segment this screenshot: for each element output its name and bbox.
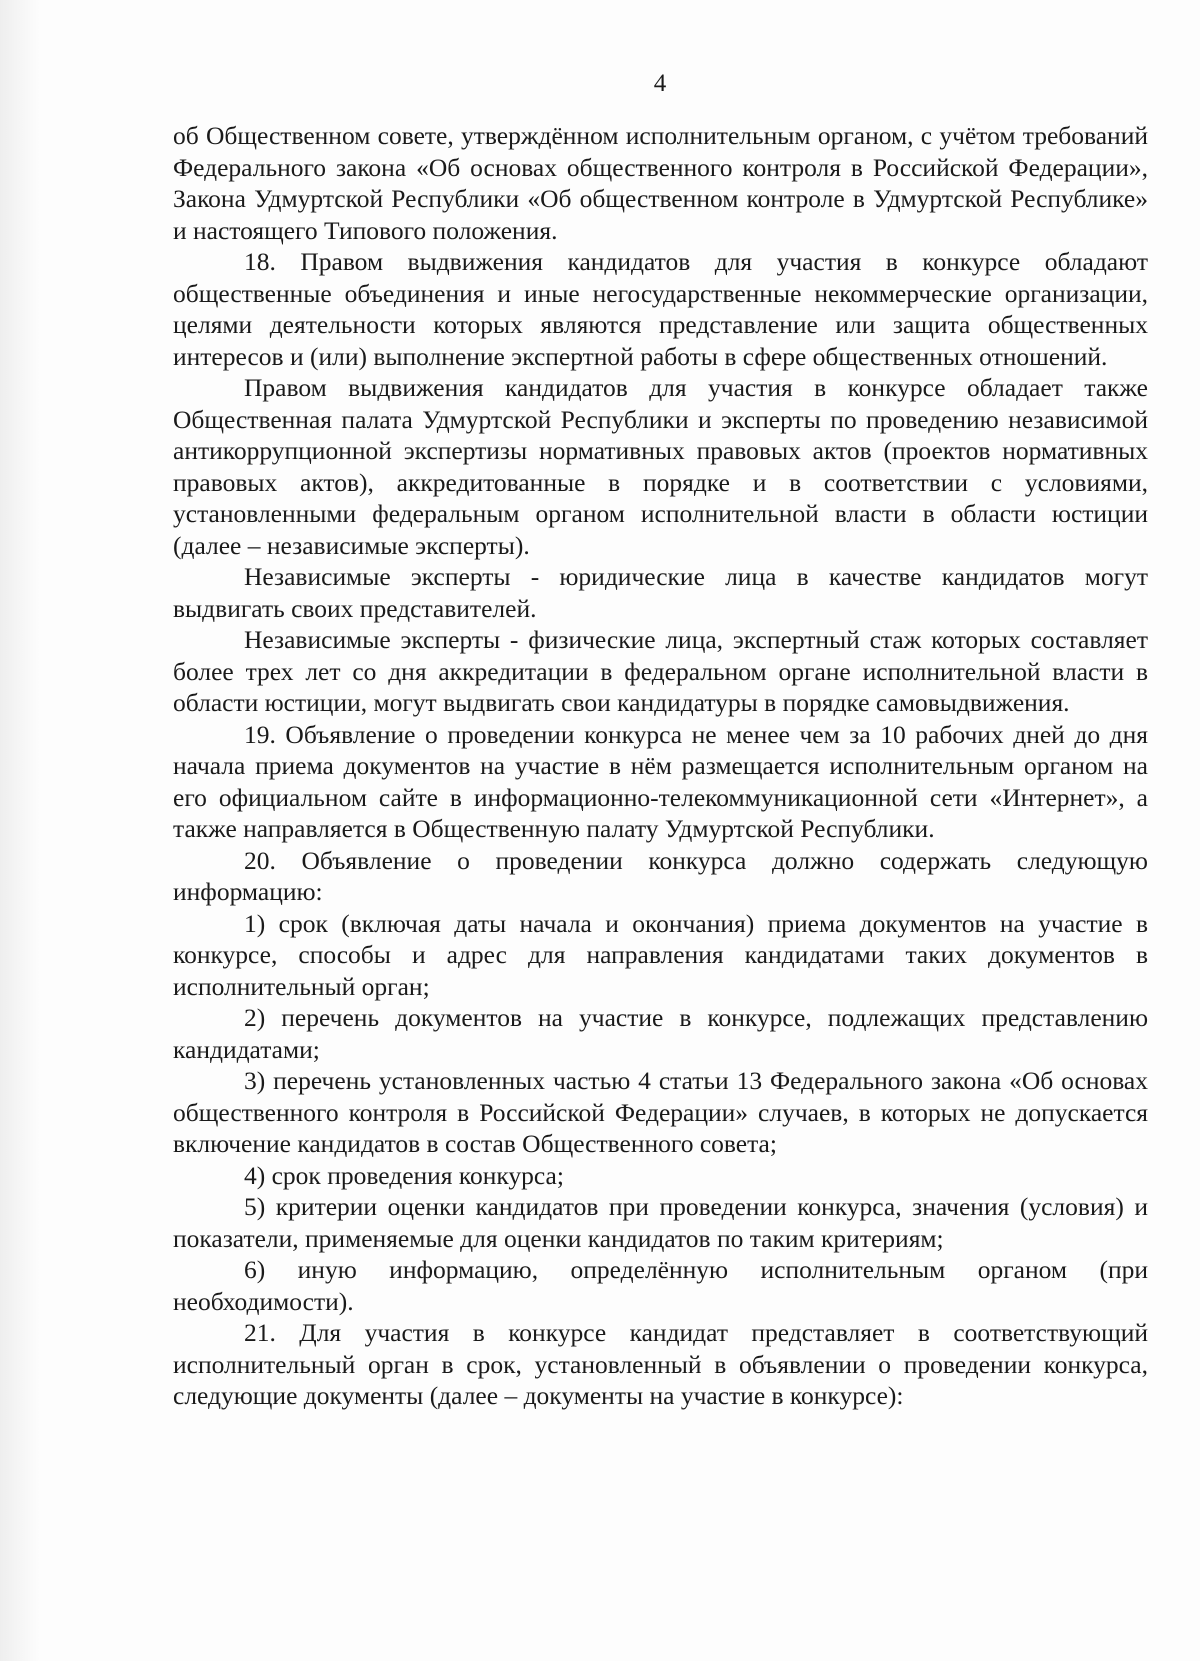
- paragraph-public-chamber: Правом выдвижения кандидатов для участия в конкурсе обладает также Общественная палата Удмуртской Республики и эксперты по проведению независимой антикоррупционной экспертизы нормативных правовых актов (проектов нормативных правовых актов), аккредитованные в порядке и в соответствии с условиями, установленными федеральным органом исполнительной власти в области юстиции (далее – независимые эксперты).: [173, 373, 1148, 560]
- list-item-5: 5) критерии оценки кандидатов при проведении конкурса, значения (условия) и показатели, применяемые для оценки кандидатов по таким критериям;: [173, 1192, 1148, 1253]
- list-item-6: 6) иную информацию, определённую исполнительным органом (при необходимости).: [173, 1255, 1148, 1316]
- paragraph-legal-entities: Независимые эксперты - юридические лица в качестве кандидатов могут выдвигать своих представителей.: [173, 562, 1148, 623]
- paragraph-item-21: 21. Для участия в конкурсе кандидат представляет в соответствующий исполнительный орган в срок, установленный в объявлении о проведении конкурса, следующие документы (далее – документы на участие в конкурсе):: [173, 1318, 1148, 1410]
- page-number: 4: [653, 70, 667, 97]
- list-item-1: 1) срок (включая даты начала и окончания) приема документов на участие в конкурсе, способы и адрес для направления кандидатами таких документов в исполнительный орган;: [173, 908, 1148, 1001]
- list-item-2: 2) перечень документов на участие в конкурсе, подлежащих представлению кандидатами;: [173, 1003, 1148, 1064]
- document-body: [173, 120, 1148, 1412]
- paragraph-item-19: 19. Объявление о проведении конкурса не менее чем за 10 рабочих дней до дня начала приема документов на участие в нём размещается исполнительным органом на его официальном сайте в информационно-телекоммуникационной сети «Интернет», а также направляется в Общественную палату Удмуртской Республики.: [173, 719, 1148, 843]
- list-item-4: 4) срок проведения конкурса;: [244, 1160, 564, 1190]
- paragraph-individuals: Независимые эксперты - физические лица, экспертный стаж которых составляет более трех лет со дня аккредитации в федеральном органе исполнительной власти в области юстиции, могут выдвигать свои кандидатуры в порядке самовыдвижения.: [173, 625, 1148, 717]
- scan-shadow: [0, 0, 40, 1661]
- paragraph-item-18: 18. Правом выдвижения кандидатов для участия в конкурсе обладают общественные объединения и иные негосударственные некоммерческие организации, целями деятельности которых являются представление или защита общественных интересов и (или) выполнение экспертной работы в сфере общественных отношений.: [173, 247, 1148, 371]
- paragraph-item-20: 20. Объявление о проведении конкурса должно содержать следующую информацию:: [173, 845, 1148, 906]
- paragraph-continuation: об Общественном совете, утверждённом исполнительным органом, с учётом требований Федерального закона «Об основах общественного контроля в Российской Федерации», Закона Удмуртской Республики «Об общественном контроле в Удмуртской Республике» и настоящего Типового положения.: [173, 121, 1148, 245]
- list-item-3: 3) перечень установленных частью 4 статьи 13 Федерального закона «Об основах общественного контроля в Российской Федерации» случаев, в которых не допускается включение кандидатов в состав Общественного совета;: [173, 1066, 1148, 1158]
